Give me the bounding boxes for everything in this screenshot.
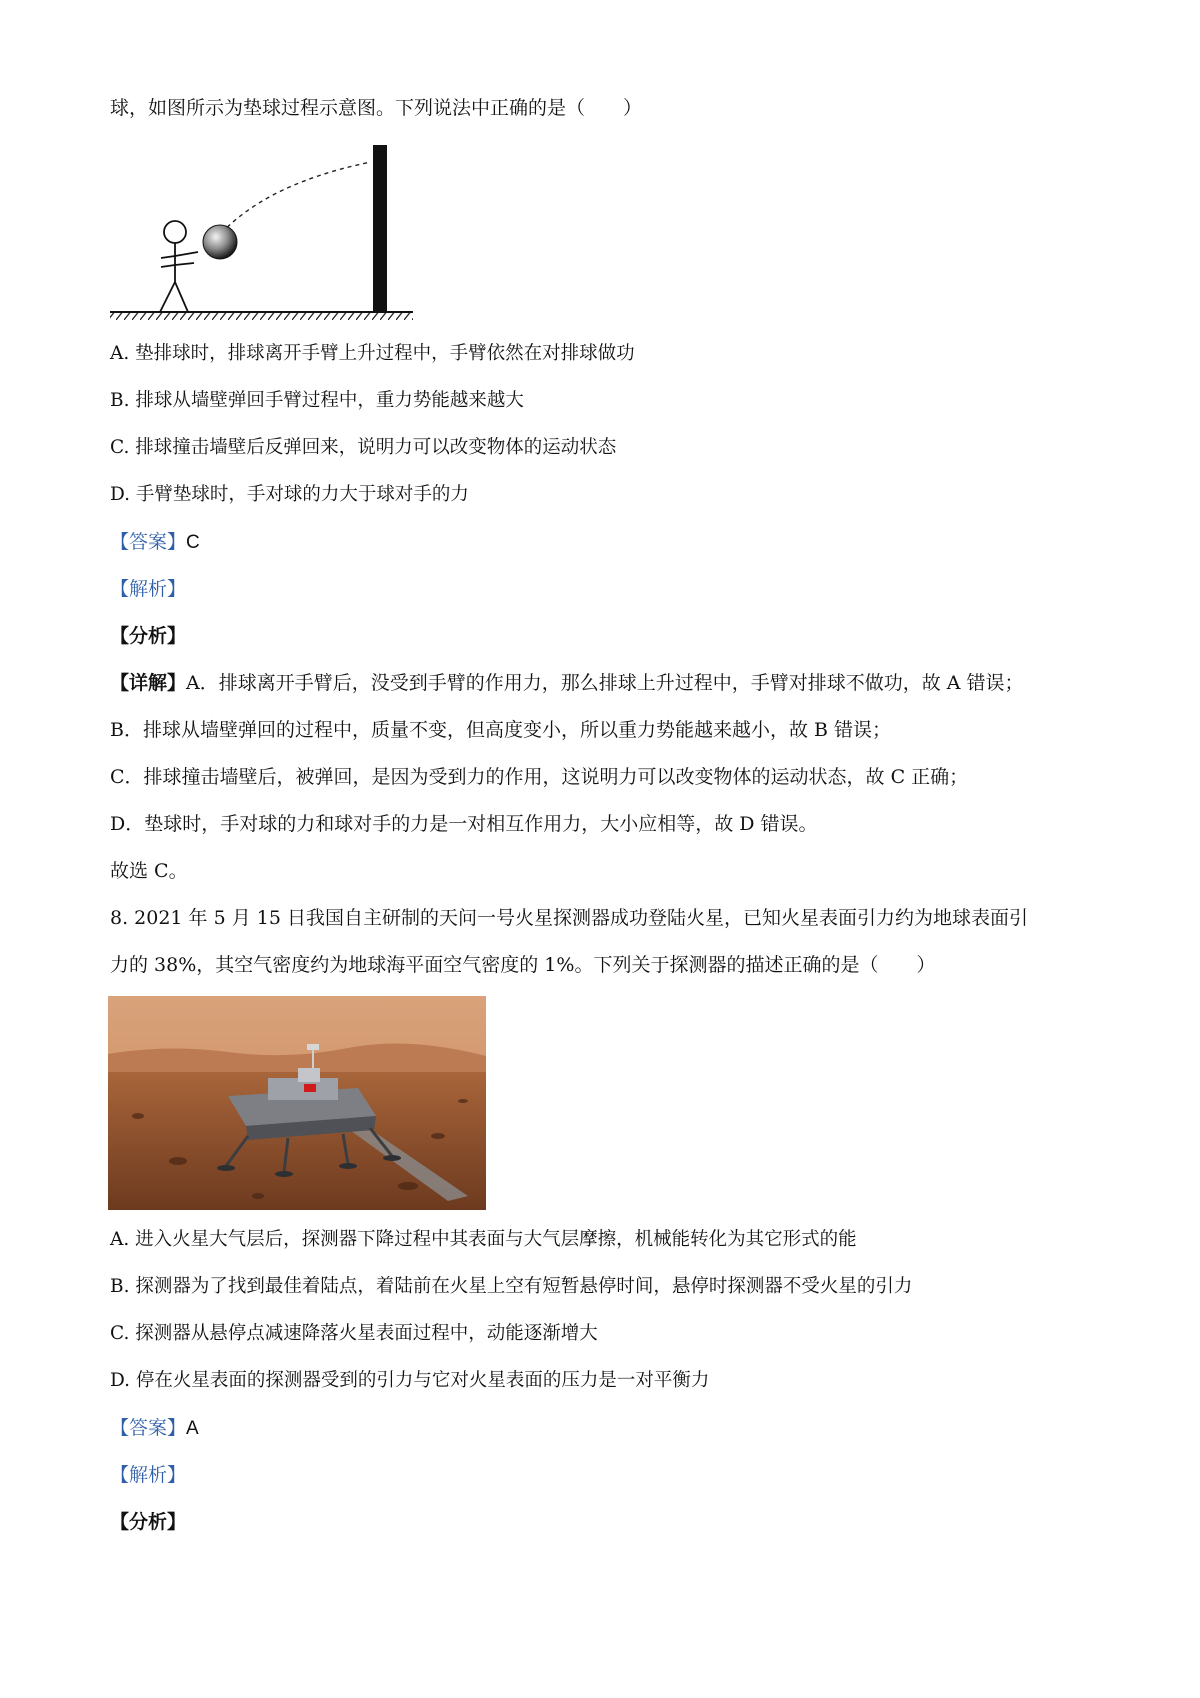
q8-analysis-label: 【解析】 <box>110 1464 187 1486</box>
q8-answer-value: A <box>186 1418 199 1439</box>
player-figure <box>160 221 198 312</box>
q7-answer <box>110 530 200 555</box>
wall <box>373 145 387 312</box>
q7-fenxi-label: 【分析】 <box>110 625 187 647</box>
q7-conclusion: 故选 C。 <box>110 860 188 882</box>
q7-detail-a <box>110 671 1024 695</box>
q7-analysis-label: 【解析】 <box>110 578 187 600</box>
q7-option-d: D. 手臂垫球时，手对球的力大于球对手的力 <box>110 484 469 505</box>
volleyball <box>203 225 237 259</box>
q7-option-c: C. 排球撞击墙壁后反弹回来，说明力可以改变物体的运动状态 <box>110 437 617 458</box>
ground-hatch <box>110 313 413 320</box>
q7-stem: 球，如图所示为垫球过程示意图。下列说法中正确的是（ ） <box>110 97 643 119</box>
q8-stem-line1: 8. 2021 年 5 月 15 日我国自主研制的天问一号火星探测器成功登陆火星，已知火星表面引力约为地球表面引 <box>110 907 1028 929</box>
ball-trajectory <box>211 162 371 245</box>
q8-option-b: B. 探测器为了找到最佳着陆点，着陆前在火星上空有短暂悬停时间，悬停时探测器不受火星的引力 <box>110 1276 913 1297</box>
q7-detail-c: C．排球撞击墙壁后，被弹回，是因为受到力的作用，这说明力可以改变物体的运动状态，故 C 正确； <box>110 766 969 788</box>
q7-detail-line-a: A．排球离开手臂后，没受到手臂的作用力，那么排球上升过程中，手臂对排球不做功，故 A 错误； <box>186 672 1024 694</box>
q7-answer-label: 【答案】 <box>110 531 187 553</box>
q7-option-b: B. 排球从墙壁弹回手臂过程中，重力势能越来越大 <box>110 390 524 411</box>
q7-option-a: A. 垫排球时，排球离开手臂上升过程中，手臂依然在对排球做功 <box>110 343 635 364</box>
q8-fenxi-label: 【分析】 <box>110 1511 187 1533</box>
q8-option-a: A. 进入火星大气层后，探测器下降过程中其表面与大气层摩擦，机械能转化为其它形式的能 <box>110 1229 857 1250</box>
volleyball-diagram <box>108 140 418 320</box>
q7-detail-b: B．排球从墙壁弹回的过程中，质量不变，但高度变小，所以重力势能越来越小，故 B 错误； <box>110 719 892 741</box>
mars-lander-photo <box>108 996 486 1210</box>
q7-answer-value: C <box>186 532 200 553</box>
q8-option-c: C. 探测器从悬停点减速降落火星表面过程中，动能逐渐增大 <box>110 1323 598 1344</box>
q7-detail-d: D．垫球时，手对球的力和球对手的力是一对相互作用力，大小应相等，故 D 错误。 <box>110 813 818 835</box>
q8-answer-label: 【答案】 <box>110 1417 187 1439</box>
q7-detail-label: 【详解】 <box>110 672 187 694</box>
q8-stem-line2: 力的 38%，其空气密度约为地球海平面空气密度的 1%。下列关于探测器的描述正确的是（ ） <box>110 954 936 976</box>
q8-option-d: D. 停在火星表面的探测器受到的引力与它对火星表面的压力是一对平衡力 <box>110 1370 710 1391</box>
q8-answer <box>110 1416 199 1441</box>
